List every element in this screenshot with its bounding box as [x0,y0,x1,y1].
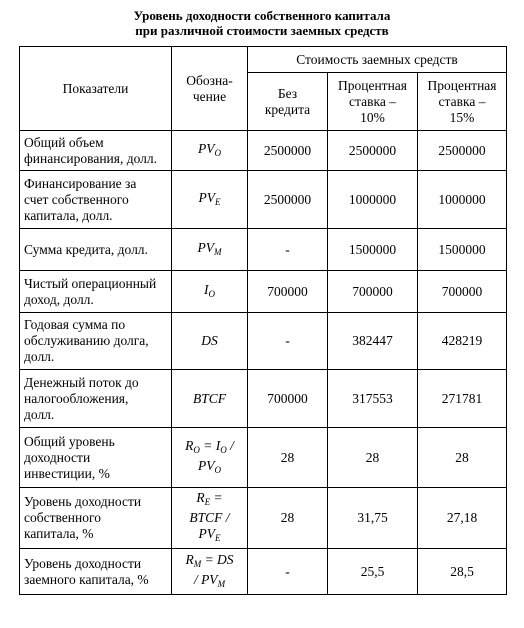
header-rate-15-line-3: 15% [449,109,475,125]
formula-line [176,572,243,592]
value-rate-10: 1000000 [328,171,418,229]
row-symbol [172,370,248,428]
row-label [20,171,172,229]
formula-part: R [185,551,194,567]
formula-subscript: O [220,444,227,455]
header-indicators: Показатели [20,47,172,131]
formula-part: / [226,437,234,453]
table-row [20,313,507,370]
row-label-line: Годовая сумма по [24,317,126,332]
value-rate-10: 1500000 [328,229,418,271]
row-label [20,549,172,595]
header-rate-10-line-1: Процентная [337,77,408,93]
row-label [20,488,172,549]
row-label-line: долл. [24,406,55,422]
row-label-line: заемного капитала, % [24,571,149,587]
header-row-1 [20,47,507,73]
symbol-text: DS [201,333,218,348]
row-label [20,131,172,171]
row-label-line: Сумма кредита, долл. [24,241,148,257]
formula-part: = DS [201,551,234,567]
header-rate-15-line-1: Процентная [427,77,497,93]
return-on-equity-table [19,46,507,595]
table-title [0,8,524,38]
table-row [20,370,507,428]
value-rate-10: 382447 [328,313,418,370]
value-no-credit: 700000 [248,370,328,428]
formula-part: = I [199,437,221,453]
value-rate-10: 2500000 [328,131,418,171]
symbol-subscript: E [215,196,221,207]
header-designation-line-1: Обозна- [186,72,233,88]
value-rate-15: 700000 [418,271,507,313]
value-no-credit: 2500000 [248,131,328,171]
value-rate-10: 31,75 [328,488,418,549]
formula-line [176,490,243,510]
symbol-text: BTCF [192,390,226,406]
row-label [20,229,172,271]
title-line-2: при различной стоимости заемных средств [135,23,389,38]
header-rate-10-line-2: ставка – [349,93,396,109]
formula-line [176,438,243,458]
row-label-line: счет собственного [24,191,129,207]
row-label-line: доход, долл. [24,291,94,307]
formula-subscript: M [193,558,202,569]
header-rate-10-line-3: 10% [360,109,385,125]
header-rate-15 [418,73,507,131]
value-rate-10: 700000 [328,271,418,313]
formula-subscript: E [204,497,211,507]
header-no-credit [248,73,328,131]
row-label [20,313,172,370]
title-line-1: Уровень доходности собственного капитала [133,8,391,23]
header-rate-15-line-2: ставка – [438,93,486,109]
value-no-credit: 28 [248,488,328,549]
row-label-line: инвестиции, % [24,465,110,481]
header-designation [172,47,248,131]
table-row [20,171,507,229]
table-row [20,488,507,549]
symbol-main: PV [198,140,215,156]
symbol-subscript: M [214,246,222,257]
formula-part: PV [198,526,215,541]
row-label-line: доходности [24,449,91,465]
row-label [20,370,172,428]
row-formula [172,549,248,595]
formula-part: BTCF / [189,510,230,525]
row-label-line: капитала, % [24,526,94,541]
formula-part: PV [198,457,215,473]
formula-part: R [185,437,194,453]
table-row [20,271,507,313]
formula-part: = [210,490,223,505]
row-label [20,428,172,488]
value-no-credit: 2500000 [248,171,328,229]
header-designation-line-2: чение [192,88,227,104]
row-label-line: капитала, долл. [24,207,113,223]
row-label [20,271,172,313]
value-rate-15: 28,5 [418,549,507,595]
row-label-line: Уровень доходности [24,555,142,571]
value-rate-15: 1000000 [418,171,507,229]
formula-part: / PV [193,571,218,587]
value-no-credit: - [248,549,328,595]
row-label-line: долл. [24,349,55,364]
table-row [20,428,507,488]
header-borrowed-funds-cost: Стоимость заемных средств [248,47,507,73]
symbol-subscript: O [208,288,215,299]
header-no-credit-line-1: Без [277,85,298,101]
row-formula [172,488,248,549]
row-symbol [172,171,248,229]
row-symbol [172,229,248,271]
symbol-main: PV [197,239,214,255]
value-rate-10: 28 [328,428,418,488]
value-no-credit: - [248,229,328,271]
symbol-subscript: O [214,147,221,158]
symbol-main: PV [198,189,215,205]
formula-subscript: E [215,533,221,543]
row-label-line: обслуживанию долга, [24,333,149,348]
row-label-line: финансирования, долл. [24,150,158,166]
value-rate-15: 2500000 [418,131,507,171]
row-symbol [172,313,248,370]
row-symbol [172,131,248,171]
value-rate-10: 317553 [328,370,418,428]
row-label-line: Общий уровень [24,433,115,449]
row-label-line: Общий объем [24,134,104,150]
value-rate-15: 28 [418,428,507,488]
row-label-line: собственного [24,510,101,525]
formula-subscript: O [193,444,200,455]
row-label-line: Денежный поток до [24,374,139,390]
header-rate-10 [328,73,418,131]
formula-line [176,510,243,526]
value-no-credit: 28 [248,428,328,488]
value-rate-15: 1500000 [418,229,507,271]
row-label-line: Уровень доходности [24,494,142,509]
value-no-credit: 700000 [248,271,328,313]
row-symbol [172,271,248,313]
value-rate-15: 428219 [418,313,507,370]
row-label-line: налогообложения, [24,390,129,406]
header-no-credit-line-2: кредита [264,101,311,117]
symbol-main: I [204,281,209,297]
formula-part: R [196,490,205,505]
row-formula [172,428,248,488]
table-row [20,229,507,271]
row-label-line: Чистый операционный [24,275,157,291]
formula-subscript: O [214,464,221,475]
table-row [20,131,507,171]
value-rate-15: 27,18 [418,488,507,549]
formula-subscript: M [217,578,226,589]
formula-line [176,458,243,478]
table-row [20,549,507,595]
value-rate-10: 25,5 [328,549,418,595]
formula-line [176,526,243,546]
value-no-credit: - [248,313,328,370]
value-rate-15: 271781 [418,370,507,428]
formula-line [176,552,243,572]
row-label-line: Финансирование за [24,175,137,191]
